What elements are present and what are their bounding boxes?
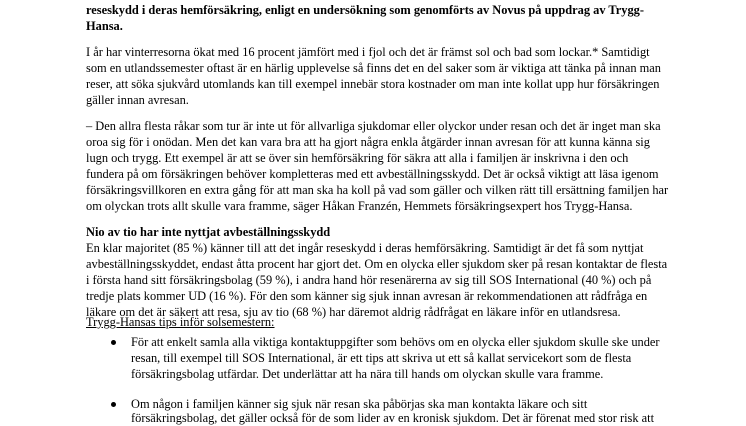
para1-line-2: som en utlandssemester oftast är en härlig upplevelse så finns det en del saker som är viktiga att tänka på innan man — [86, 61, 661, 75]
bullet-icon — [111, 402, 116, 407]
para2-line-3: lugn och trygg. Ett exempel är att se över sin hemförsäkring för säkra att alla i familjen är inskrivna i den och — [86, 151, 629, 165]
para3-line-3: i första hand sitt försäkringsbolag (59 %), i andra hand hör resenärerna av sig till SOS International (40 %) och på — [86, 273, 652, 287]
para2-line-5: försäkringsvillkoren en extra gång för att man ska ha koll på vad som gäller och vilken rätt till ersättning familjen har — [86, 183, 669, 197]
para1-line-4: gäller innan avresan. — [86, 93, 189, 107]
tips-heading: Trygg-Hansas tips inför solsemestern: — [86, 315, 275, 329]
bullet1-line-3: försäkringsbolag utfärdar. Det underlättar att ha nära till hands om olyckan skulle vara framme. — [131, 367, 604, 381]
para2-line-1: – Den allra flesta råkar som tur är inte ut för allvarliga sjukdomar eller olyckor under resan och det är inget man ska — [86, 119, 661, 133]
para2-line-6: om olyckan trots allt skulle vara framme, säger Håkan Franzén, Hemmets försäkringsexpert hos Trygg-Hansa. — [86, 199, 633, 213]
para3-line-2: avbeställningsskyddet, endast åtta procent har gjort det. Om en olycka eller sjukdom sker på resan kontaktar de flesta — [86, 257, 668, 271]
section-heading: Nio av tio har inte nyttjat avbeställningsskydd — [86, 225, 331, 239]
para1-line-1: I år har vinterresorna ökat med 16 procent jämfört med i fjol och det är främst sol och bad som lockar.* Samtidigt — [86, 45, 650, 59]
intro-bold-line-1: reseskydd i deras hemförsäkring, enligt en undersökning som genomförts av Novus på uppdrag av Trygg- — [86, 3, 644, 17]
para2-line-2: oroa sig för i onödan. Men det kan vara bra att ha gjort några enkla åtgärder innan avresan för att kunna känna sig — [86, 135, 650, 149]
para2-line-4: fundera på om försäkringen behöver kompletteras med ett avbeställningsskydd. Det är också viktigt att läsa igenom — [86, 167, 659, 181]
para1-line-3: reser, att söka sjukvård utomlands kan till exempel innebär stora kostnader om man inte kollat upp hur försäkringen — [86, 77, 660, 91]
bullet-icon — [111, 340, 116, 345]
bullet1-line-2: resan, till exempel till SOS International, är ett tips att skriva ut ett så kallat servicekort som de flesta — [131, 351, 632, 365]
bullet1-line-1: För att enkelt samla alla viktiga kontaktuppgifter som behövs om en olycka eller sjukdom skulle ske under — [131, 335, 660, 349]
para3-line-5: läkare om det är säkert att resa, sju av tio (68 %) har däremot aldrig rådfrågat en läkare inför en utlandsresa. — [86, 305, 621, 319]
bullet2-line-1: Om någon i familjen känner sig sjuk när resan ska påbörjas ska man kontakta läkare och sitt — [131, 397, 588, 411]
bullet2-line-2: försäkringsbolag, det gäller också för de som lider av en kronisk sjukdom. Det är förenat med stor risk att — [131, 411, 655, 425]
para3-line-4: tredje plats kommer UD (16 %). För den som känner sig sjuk innan avresan är rekommendationen att rådfråga en — [86, 289, 648, 303]
para3-line-1: En klar majoritet (85 %) känner till att det ingår reseskydd i deras hemförsäkring. Samtidigt är det få som nyttjat — [86, 241, 644, 255]
intro-bold-line-2: Hansa. — [86, 19, 123, 33]
